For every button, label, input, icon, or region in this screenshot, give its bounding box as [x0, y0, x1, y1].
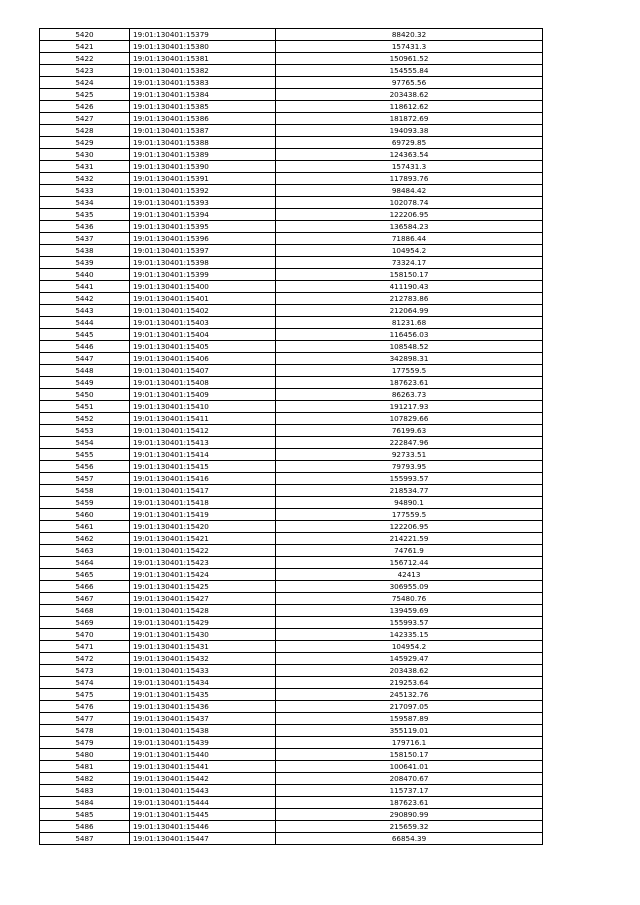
table-row	[40, 53, 543, 65]
row-number-cell: 5448	[40, 365, 130, 377]
value-cell: 116456.03	[276, 329, 543, 341]
row-number-cell: 5451	[40, 401, 130, 413]
row-number-cell: 5434	[40, 197, 130, 209]
row-number-cell: 5487	[40, 833, 130, 845]
cadastral-number-cell: 19:01:130401:15387	[130, 125, 276, 137]
value-cell: 69729.85	[276, 137, 543, 149]
value-cell: 355119.01	[276, 725, 543, 737]
value-cell: 306955.09	[276, 581, 543, 593]
value-cell: 73324.17	[276, 257, 543, 269]
row-number-cell: 5464	[40, 557, 130, 569]
cadastral-number-cell: 19:01:130401:15417	[130, 485, 276, 497]
value-cell: 191217.93	[276, 401, 543, 413]
table-row	[40, 245, 543, 257]
row-number-cell: 5426	[40, 101, 130, 113]
value-cell: 159587.89	[276, 713, 543, 725]
cadastral-number-cell: 19:01:130401:15445	[130, 809, 276, 821]
row-number-cell: 5457	[40, 473, 130, 485]
row-number-cell: 5431	[40, 161, 130, 173]
value-cell: 81231.68	[276, 317, 543, 329]
row-number-cell: 5443	[40, 305, 130, 317]
table-row	[40, 785, 543, 797]
table-row	[40, 581, 543, 593]
table-row	[40, 509, 543, 521]
cadastral-number-cell: 19:01:130401:15414	[130, 449, 276, 461]
cadastral-number-cell: 19:01:130401:15441	[130, 761, 276, 773]
row-number-cell: 5424	[40, 77, 130, 89]
cadastral-number-cell: 19:01:130401:15407	[130, 365, 276, 377]
cadastral-number-cell: 19:01:130401:15379	[130, 29, 276, 41]
value-cell: 100641.01	[276, 761, 543, 773]
cadastral-number-cell: 19:01:130401:15410	[130, 401, 276, 413]
row-number-cell: 5484	[40, 797, 130, 809]
row-number-cell: 5450	[40, 389, 130, 401]
cadastral-number-cell: 19:01:130401:15434	[130, 677, 276, 689]
value-cell: 76199.63	[276, 425, 543, 437]
value-cell: 156712.44	[276, 557, 543, 569]
row-number-cell: 5439	[40, 257, 130, 269]
value-cell: 411190.43	[276, 281, 543, 293]
row-number-cell: 5486	[40, 821, 130, 833]
cadastral-number-cell: 19:01:130401:15381	[130, 53, 276, 65]
cadastral-number-cell: 19:01:130401:15392	[130, 185, 276, 197]
row-number-cell: 5454	[40, 437, 130, 449]
row-number-cell: 5441	[40, 281, 130, 293]
cadastral-number-cell: 19:01:130401:15416	[130, 473, 276, 485]
table-row	[40, 305, 543, 317]
value-cell: 203438.62	[276, 89, 543, 101]
row-number-cell: 5475	[40, 689, 130, 701]
value-cell: 104954.2	[276, 245, 543, 257]
table-row	[40, 377, 543, 389]
table-row	[40, 821, 543, 833]
cadastral-number-cell: 19:01:130401:15421	[130, 533, 276, 545]
table-row	[40, 401, 543, 413]
value-cell: 214221.59	[276, 533, 543, 545]
row-number-cell: 5474	[40, 677, 130, 689]
table-row	[40, 317, 543, 329]
cadastral-number-cell: 19:01:130401:15384	[130, 89, 276, 101]
table-row	[40, 125, 543, 137]
row-number-cell: 5428	[40, 125, 130, 137]
value-cell: 181872.69	[276, 113, 543, 125]
cadastral-number-cell: 19:01:130401:15411	[130, 413, 276, 425]
table-row	[40, 89, 543, 101]
row-number-cell: 5478	[40, 725, 130, 737]
table-row	[40, 413, 543, 425]
row-number-cell: 5455	[40, 449, 130, 461]
cadastral-number-cell: 19:01:130401:15402	[130, 305, 276, 317]
table-row	[40, 149, 543, 161]
row-number-cell: 5425	[40, 89, 130, 101]
cadastral-number-cell: 19:01:130401:15390	[130, 161, 276, 173]
value-cell: 212064.99	[276, 305, 543, 317]
cadastral-number-cell: 19:01:130401:15427	[130, 593, 276, 605]
row-number-cell: 5477	[40, 713, 130, 725]
cadastral-number-cell: 19:01:130401:15396	[130, 233, 276, 245]
cadastral-number-cell: 19:01:130401:15438	[130, 725, 276, 737]
value-cell: 92733.51	[276, 449, 543, 461]
value-cell: 97765.56	[276, 77, 543, 89]
table-row	[40, 77, 543, 89]
table-row	[40, 101, 543, 113]
table-row	[40, 221, 543, 233]
table-row	[40, 485, 543, 497]
value-cell: 155993.57	[276, 617, 543, 629]
row-number-cell: 5458	[40, 485, 130, 497]
table-row	[40, 29, 543, 41]
cadastral-number-cell: 19:01:130401:15440	[130, 749, 276, 761]
row-number-cell: 5447	[40, 353, 130, 365]
cadastral-number-cell: 19:01:130401:15405	[130, 341, 276, 353]
cadastral-number-cell: 19:01:130401:15404	[130, 329, 276, 341]
value-cell: 215659.32	[276, 821, 543, 833]
cadastral-number-cell: 19:01:130401:15420	[130, 521, 276, 533]
row-number-cell: 5467	[40, 593, 130, 605]
cadastral-number-cell: 19:01:130401:15400	[130, 281, 276, 293]
value-cell: 158150.17	[276, 749, 543, 761]
cadastral-number-cell: 19:01:130401:15436	[130, 701, 276, 713]
row-number-cell: 5466	[40, 581, 130, 593]
cadastral-number-cell: 19:01:130401:15415	[130, 461, 276, 473]
table-row	[40, 65, 543, 77]
row-number-cell: 5470	[40, 629, 130, 641]
table-row	[40, 461, 543, 473]
value-cell: 194093.38	[276, 125, 543, 137]
row-number-cell: 5485	[40, 809, 130, 821]
table-row	[40, 737, 543, 749]
row-number-cell: 5482	[40, 773, 130, 785]
table-row	[40, 473, 543, 485]
value-cell: 208470.67	[276, 773, 543, 785]
value-cell: 115737.17	[276, 785, 543, 797]
cadastral-number-cell: 19:01:130401:15401	[130, 293, 276, 305]
value-cell: 179716.1	[276, 737, 543, 749]
value-cell: 122206.95	[276, 521, 543, 533]
row-number-cell: 5432	[40, 173, 130, 185]
value-cell: 94890.1	[276, 497, 543, 509]
value-cell: 203438.62	[276, 665, 543, 677]
cadastral-number-cell: 19:01:130401:15398	[130, 257, 276, 269]
table-row	[40, 329, 543, 341]
cadastral-number-cell: 19:01:130401:15431	[130, 641, 276, 653]
table-row	[40, 281, 543, 293]
row-number-cell: 5446	[40, 341, 130, 353]
value-cell: 42413	[276, 569, 543, 581]
cadastral-number-cell: 19:01:130401:15442	[130, 773, 276, 785]
row-number-cell: 5422	[40, 53, 130, 65]
value-cell: 342898.31	[276, 353, 543, 365]
cadastral-number-cell: 19:01:130401:15380	[130, 41, 276, 53]
table-row	[40, 365, 543, 377]
cadastral-number-cell: 19:01:130401:15435	[130, 689, 276, 701]
table-row	[40, 233, 543, 245]
row-number-cell: 5442	[40, 293, 130, 305]
cadastral-number-cell: 19:01:130401:15385	[130, 101, 276, 113]
row-number-cell: 5459	[40, 497, 130, 509]
table-row	[40, 425, 543, 437]
row-number-cell: 5440	[40, 269, 130, 281]
value-cell: 245132.76	[276, 689, 543, 701]
table-row	[40, 521, 543, 533]
table-row	[40, 749, 543, 761]
row-number-cell: 5468	[40, 605, 130, 617]
cadastral-number-cell: 19:01:130401:15425	[130, 581, 276, 593]
value-cell: 86263.73	[276, 389, 543, 401]
table-row	[40, 701, 543, 713]
row-number-cell: 5465	[40, 569, 130, 581]
value-cell: 74761.9	[276, 545, 543, 557]
value-cell: 104954.2	[276, 641, 543, 653]
table-row	[40, 293, 543, 305]
table-body	[40, 29, 543, 845]
table-row	[40, 665, 543, 677]
row-number-cell: 5462	[40, 533, 130, 545]
cadastral-number-cell: 19:01:130401:15429	[130, 617, 276, 629]
cadastral-number-cell: 19:01:130401:15437	[130, 713, 276, 725]
row-number-cell: 5452	[40, 413, 130, 425]
cadastral-number-cell: 19:01:130401:15399	[130, 269, 276, 281]
value-cell: 102078.74	[276, 197, 543, 209]
row-number-cell: 5449	[40, 377, 130, 389]
table-row	[40, 833, 543, 845]
cadastral-number-cell: 19:01:130401:15409	[130, 389, 276, 401]
row-number-cell: 5479	[40, 737, 130, 749]
table-row	[40, 545, 543, 557]
cadastral-number-cell: 19:01:130401:15412	[130, 425, 276, 437]
cadastral-number-cell: 19:01:130401:15388	[130, 137, 276, 149]
row-number-cell: 5421	[40, 41, 130, 53]
table-row	[40, 797, 543, 809]
cadastral-number-cell: 19:01:130401:15443	[130, 785, 276, 797]
value-cell: 66854.39	[276, 833, 543, 845]
table-row	[40, 173, 543, 185]
value-cell: 212783.86	[276, 293, 543, 305]
value-cell: 124363.54	[276, 149, 543, 161]
table-row	[40, 41, 543, 53]
value-cell: 75480.76	[276, 593, 543, 605]
value-cell: 187623.61	[276, 797, 543, 809]
table-row	[40, 593, 543, 605]
table-row	[40, 713, 543, 725]
table-row	[40, 209, 543, 221]
table-row	[40, 341, 543, 353]
table-row	[40, 725, 543, 737]
cadastral-number-cell: 19:01:130401:15382	[130, 65, 276, 77]
cadastral-number-cell: 19:01:130401:15444	[130, 797, 276, 809]
row-number-cell: 5438	[40, 245, 130, 257]
value-cell: 219253.64	[276, 677, 543, 689]
value-cell: 107829.66	[276, 413, 543, 425]
row-number-cell: 5483	[40, 785, 130, 797]
table-row	[40, 617, 543, 629]
table-row	[40, 677, 543, 689]
row-number-cell: 5460	[40, 509, 130, 521]
value-cell: 136584.23	[276, 221, 543, 233]
table-row	[40, 197, 543, 209]
value-cell: 108548.52	[276, 341, 543, 353]
row-number-cell: 5481	[40, 761, 130, 773]
value-cell: 222847.96	[276, 437, 543, 449]
table-row	[40, 533, 543, 545]
row-number-cell: 5469	[40, 617, 130, 629]
value-cell: 155993.57	[276, 473, 543, 485]
cadastral-number-cell: 19:01:130401:15413	[130, 437, 276, 449]
cadastral-number-cell: 19:01:130401:15393	[130, 197, 276, 209]
row-number-cell: 5423	[40, 65, 130, 77]
row-number-cell: 5437	[40, 233, 130, 245]
row-number-cell: 5420	[40, 29, 130, 41]
table-row	[40, 137, 543, 149]
table-row	[40, 389, 543, 401]
value-cell: 177559.5	[276, 365, 543, 377]
cadastral-number-cell: 19:01:130401:15383	[130, 77, 276, 89]
table-row	[40, 653, 543, 665]
value-cell: 157431.3	[276, 161, 543, 173]
cadastral-number-cell: 19:01:130401:15391	[130, 173, 276, 185]
cadastral-number-cell: 19:01:130401:15408	[130, 377, 276, 389]
row-number-cell: 5471	[40, 641, 130, 653]
cadastral-number-cell: 19:01:130401:15395	[130, 221, 276, 233]
cadastral-number-cell: 19:01:130401:15403	[130, 317, 276, 329]
cadastral-number-cell: 19:01:130401:15447	[130, 833, 276, 845]
row-number-cell: 5453	[40, 425, 130, 437]
cadastral-number-cell: 19:01:130401:15386	[130, 113, 276, 125]
cadastral-number-cell: 19:01:130401:15423	[130, 557, 276, 569]
cadastral-number-cell: 19:01:130401:15446	[130, 821, 276, 833]
value-cell: 88420.32	[276, 29, 543, 41]
value-cell: 217097.05	[276, 701, 543, 713]
value-cell: 145929.47	[276, 653, 543, 665]
table-row	[40, 449, 543, 461]
table-row	[40, 353, 543, 365]
row-number-cell: 5429	[40, 137, 130, 149]
cadastral-number-cell: 19:01:130401:15439	[130, 737, 276, 749]
row-number-cell: 5436	[40, 221, 130, 233]
table-row	[40, 629, 543, 641]
value-cell: 290890.99	[276, 809, 543, 821]
value-cell: 98484.42	[276, 185, 543, 197]
cadastral-number-cell: 19:01:130401:15419	[130, 509, 276, 521]
cadastral-number-cell: 19:01:130401:15397	[130, 245, 276, 257]
row-number-cell: 5445	[40, 329, 130, 341]
table-row	[40, 437, 543, 449]
cadastral-number-cell: 19:01:130401:15424	[130, 569, 276, 581]
value-cell: 142335.15	[276, 629, 543, 641]
cadastral-number-cell: 19:01:130401:15428	[130, 605, 276, 617]
value-cell: 187623.61	[276, 377, 543, 389]
row-number-cell: 5430	[40, 149, 130, 161]
table-row	[40, 113, 543, 125]
table-row	[40, 257, 543, 269]
cadastral-number-cell: 19:01:130401:15432	[130, 653, 276, 665]
cadastral-number-cell: 19:01:130401:15406	[130, 353, 276, 365]
table-row	[40, 605, 543, 617]
value-cell: 118612.62	[276, 101, 543, 113]
table-row	[40, 773, 543, 785]
cadastral-number-cell: 19:01:130401:15394	[130, 209, 276, 221]
table-row	[40, 689, 543, 701]
row-number-cell: 5435	[40, 209, 130, 221]
row-number-cell: 5463	[40, 545, 130, 557]
row-number-cell: 5433	[40, 185, 130, 197]
table-row	[40, 161, 543, 173]
row-number-cell: 5473	[40, 665, 130, 677]
cadastral-number-cell: 19:01:130401:15422	[130, 545, 276, 557]
cadastral-number-cell: 19:01:130401:15418	[130, 497, 276, 509]
row-number-cell: 5476	[40, 701, 130, 713]
table-row	[40, 557, 543, 569]
table-row	[40, 185, 543, 197]
cadastral-number-cell: 19:01:130401:15389	[130, 149, 276, 161]
cadastral-number-cell: 19:01:130401:15433	[130, 665, 276, 677]
value-cell: 71886.44	[276, 233, 543, 245]
table-row	[40, 497, 543, 509]
table-row	[40, 809, 543, 821]
value-cell: 158150.17	[276, 269, 543, 281]
table-row	[40, 761, 543, 773]
table-row	[40, 269, 543, 281]
value-cell: 79793.95	[276, 461, 543, 473]
row-number-cell: 5472	[40, 653, 130, 665]
value-cell: 150961.52	[276, 53, 543, 65]
value-cell: 122206.95	[276, 209, 543, 221]
value-cell: 177559.5	[276, 509, 543, 521]
row-number-cell: 5461	[40, 521, 130, 533]
value-cell: 157431.3	[276, 41, 543, 53]
value-cell: 117893.76	[276, 173, 543, 185]
value-cell: 154555.84	[276, 65, 543, 77]
table-row	[40, 569, 543, 581]
cadastral-number-cell: 19:01:130401:15430	[130, 629, 276, 641]
table-row	[40, 641, 543, 653]
value-cell: 139459.69	[276, 605, 543, 617]
value-cell: 218534.77	[276, 485, 543, 497]
row-number-cell: 5480	[40, 749, 130, 761]
row-number-cell: 5444	[40, 317, 130, 329]
row-number-cell: 5427	[40, 113, 130, 125]
cadastral-value-table	[39, 28, 543, 845]
row-number-cell: 5456	[40, 461, 130, 473]
